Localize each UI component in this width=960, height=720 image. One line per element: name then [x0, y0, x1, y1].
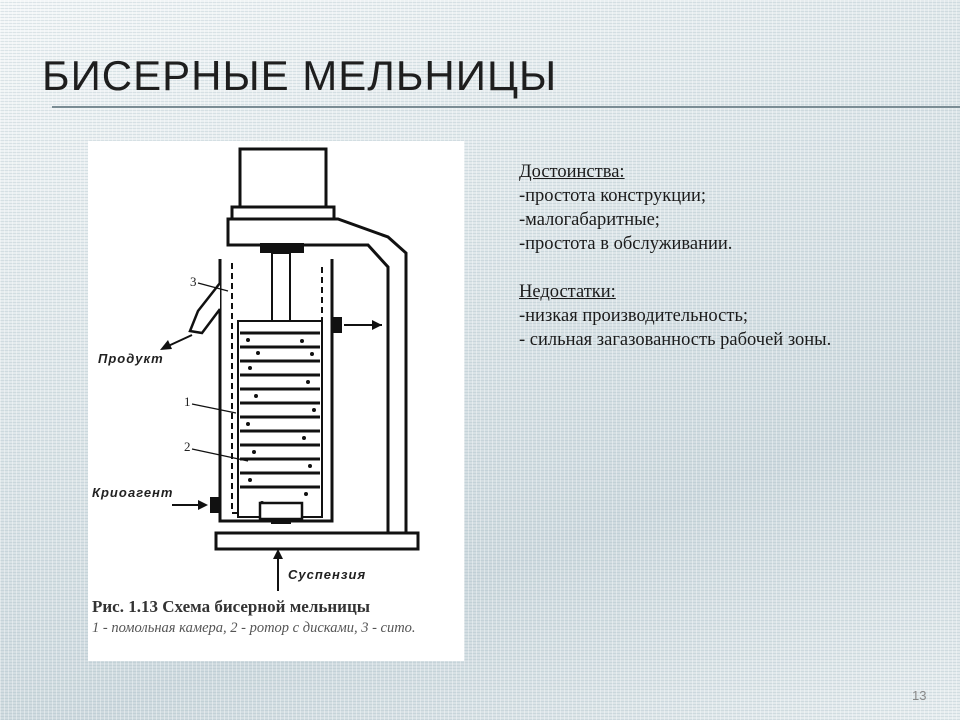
advantages-heading: Достоинства: — [519, 162, 625, 182]
title-underline — [52, 106, 960, 108]
caption-legend: 1 - помольная камера, 2 - ротор с дисками, 3 - сито. — [92, 620, 416, 636]
disadvantage-item: -низкая производительность; — [519, 306, 749, 326]
advantage-item: -простота конструкции; — [519, 186, 707, 206]
label-3: 3 — [190, 274, 197, 289]
coolant-out-arrowhead — [372, 320, 382, 330]
label-1: 1 — [184, 394, 191, 409]
leader-1 — [192, 404, 236, 413]
disadvantage-item: - сильная загазованность рабочей зоны. — [519, 330, 832, 350]
advantage-item: -малогабаритные; — [519, 210, 660, 230]
slide-title: БИСЕРНЫЕ МЕЛЬНИЦЫ — [42, 52, 558, 99]
caption-title: Рис. 1.13 Схема бисерной мельницы — [92, 597, 371, 616]
leader-3 — [198, 283, 228, 291]
coupling — [260, 243, 304, 253]
bead-mill-diagram — [88, 141, 464, 661]
motor-housing — [240, 149, 326, 209]
base-plate — [216, 533, 418, 549]
label-krioagent: Криоагент — [92, 485, 174, 500]
disadvantages-heading: Недостатки: — [519, 282, 616, 302]
label-2: 2 — [184, 439, 191, 454]
product-arrowhead — [160, 340, 172, 350]
figure-caption — [92, 597, 460, 637]
page-number: 13 — [912, 688, 927, 703]
label-produkt: Продукт — [98, 351, 164, 366]
coolant-in-arrowhead — [198, 500, 208, 510]
pros-cons-text — [519, 160, 949, 352]
product-outlet — [190, 283, 220, 333]
label-suspenziya: Суспензия — [288, 567, 367, 582]
advantage-item: -простота в обслуживании. — [519, 234, 733, 254]
bottom-bearing — [260, 503, 302, 519]
bead-mill-schematic — [88, 141, 464, 597]
section-gap — [519, 256, 949, 280]
motor-flange — [232, 207, 334, 219]
coolant-outlet-pipe — [332, 317, 342, 333]
coolant-inlet-pipe — [210, 497, 220, 513]
